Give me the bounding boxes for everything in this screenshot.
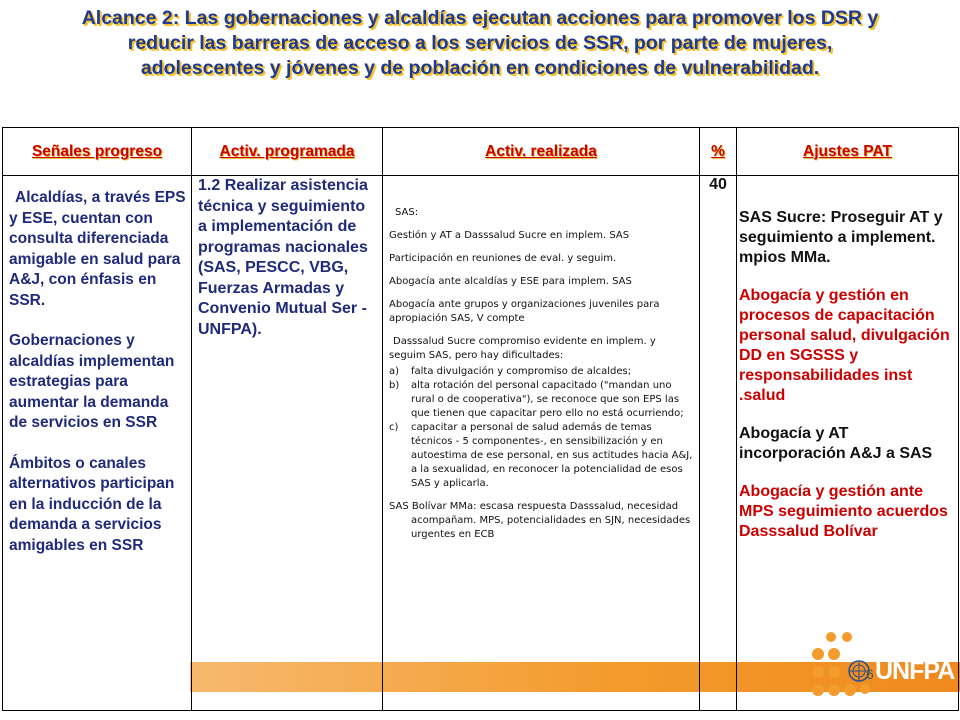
- logo-dot: [812, 648, 824, 660]
- list-item-text: alta rotación del personal capacitado ("mandan uno rural o de cooperativa"), se reconoce que son EPS las que tienen que capacitar pero ello no está ocurriendo;: [411, 380, 684, 419]
- cell-activ-programada: [192, 176, 383, 711]
- activ-programada-text: 1.2 Realizar asistencia técnica y seguimiento a implementación de programas nacionales (SAS, PESCC, VBG, Fuerzas Armadas y Convenio Mutual Ser - UNFPA).: [198, 177, 368, 338]
- realizada-line-5: Dasssalud Sucre compromiso evidente en implem. y seguim SAS, pero hay dificultades:: [389, 336, 656, 361]
- header-ajustes-pat: Ajustes PAT: [737, 128, 959, 176]
- logo-dot: [828, 666, 840, 678]
- realizada-line-3: Abogacía ante alcaldías y ESE para implem. SAS: [389, 276, 632, 287]
- cell-senales-progreso: [3, 176, 192, 711]
- logo-dot: [812, 684, 824, 696]
- ajuste-3: Abogacía y AT incorporación A&J a SAS: [739, 425, 933, 462]
- logo-dot: [812, 666, 824, 678]
- ajuste-4: Abogacía y gestión ante MPS seguimiento acuerdos Dasssalud Bolívar: [739, 483, 948, 540]
- list-marker: b): [389, 380, 400, 391]
- logo-dot: [828, 684, 840, 696]
- list-item: [389, 421, 693, 491]
- realizada-line-6: SAS Bolívar MMa: escasa respuesta Dasssalud, necesidad acompañam. MPS, potencialidades en SJN, necesidades urgentes en ECB: [389, 501, 691, 540]
- sas-label: SAS:: [395, 207, 419, 218]
- page-number: 6: [866, 666, 874, 682]
- logo-dot: [860, 684, 870, 694]
- header-activ-realizada: Activ. realizada: [383, 128, 700, 176]
- ajuste-1: SAS Sucre: Proseguir AT y seguimiento a implement. mpios MMa.: [739, 209, 943, 266]
- cell-activ-realizada: [383, 176, 700, 711]
- list-item-text: falta divulgación y compromiso de alcaldes;: [411, 366, 632, 377]
- list-marker: a): [389, 366, 400, 377]
- senal-3: Ámbitos o canales alternativos participan en la inducción de la demanda a servicios amigables en SSR: [9, 454, 175, 554]
- progress-table: [2, 127, 959, 711]
- title-line-2: reducir las barreras de acceso a los servicios de SSR, por parte de mujeres,: [127, 32, 833, 54]
- senal-2: Gobernaciones y alcaldías implementan estrategias para aumentar la demanda de servicios en SSR: [9, 332, 175, 431]
- logo-dot: [828, 648, 840, 660]
- dificultades-list: [389, 365, 693, 491]
- list-item: [389, 379, 693, 421]
- senal-1: Alcaldías, a través EPS y ESE, cuentan con consulta diferenciada amigable en salud para A&J, con énfasis en SSR.: [9, 189, 186, 309]
- list-item-text: capacitar a personal de salud además de temas técnicos - 5 componentes-, en sensibilización y en autoestima de ese personal, en sus actitudes hacia A&J, a la sexualidad, en reconocer la potencialidad de esos SAS y aplicarla.: [411, 422, 693, 489]
- unfpa-wordmark: UNFPA: [875, 657, 955, 685]
- header-row: [3, 128, 959, 176]
- ajuste-2: Abogacía y gestión en procesos de capacitación personal salud, divulgación DD en SGSSS y responsabilidades inst .salud: [739, 287, 950, 404]
- realizada-line-4: Abogacía ante grupos y organizaciones juveniles para apropiación SAS, V compte: [389, 299, 660, 324]
- realizada-line-2: Participación en reuniones de eval. y seguim.: [389, 253, 617, 264]
- title-line-3: adolescentes y jóvenes y de población en condiciones de vulnerabilidad.: [140, 57, 820, 79]
- logo-dot: [826, 632, 836, 642]
- logo-dot: [844, 684, 856, 696]
- unfpa-logo: [808, 630, 960, 715]
- list-marker: c): [389, 422, 399, 433]
- cell-percent: 40: [700, 176, 737, 711]
- header-activ-programada: Activ. programada: [192, 128, 383, 176]
- logo-dot: [842, 632, 852, 642]
- header-percent: %: [700, 128, 737, 176]
- slide-title: [20, 6, 940, 81]
- header-senales-progreso: Señales progreso: [3, 128, 192, 176]
- realizada-line-1: Gestión y AT a Dasssalud Sucre en implem. SAS: [389, 230, 630, 241]
- title-line-1: Alcance 2: Las gobernaciones y alcaldías ejecutan acciones para promover los DSR y: [81, 7, 879, 29]
- list-item: [389, 365, 693, 379]
